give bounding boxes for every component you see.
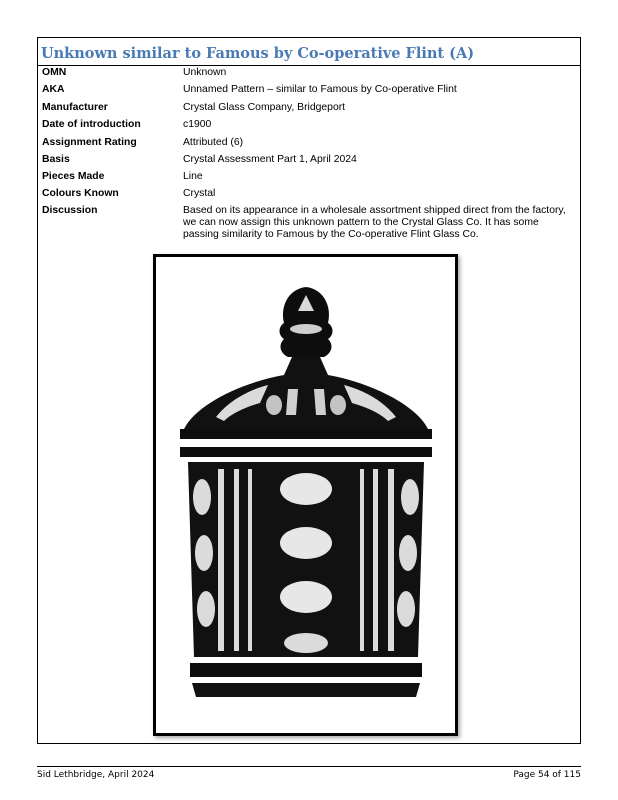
field-value: c1900	[183, 119, 212, 130]
row-aka	[42, 84, 578, 102]
field-label: Date of introduction	[42, 119, 141, 130]
field-value: Line	[183, 171, 203, 182]
field-label: AKA	[42, 84, 65, 95]
title-divider	[38, 65, 580, 66]
attribute-table	[42, 67, 578, 241]
row-omn	[42, 67, 578, 84]
covered-jar-illustration	[153, 254, 458, 736]
field-label: Colours Known	[42, 188, 119, 199]
field-value: Unnamed Pattern – similar to Famous by Co-operative Flint	[183, 84, 457, 95]
field-value: Attributed (6)	[183, 137, 244, 148]
field-label: Discussion	[42, 205, 98, 216]
entry-frame	[37, 37, 581, 744]
field-label: Manufacturer	[42, 102, 108, 113]
footer-divider	[37, 766, 581, 767]
row-manufacturer	[42, 102, 578, 119]
row-assignment-rating	[42, 137, 578, 154]
row-pieces-made	[42, 171, 578, 188]
field-value: Crystal Assessment Part 1, April 2024	[183, 154, 357, 165]
field-value: Crystal Glass Company, Bridgeport	[183, 102, 346, 113]
row-colours-known	[42, 188, 578, 205]
footer-author: Sid Lethbridge, April 2024	[37, 770, 155, 780]
row-date-of-introduction	[42, 119, 578, 137]
field-value: Based on its appearance in a wholesale assortment shipped direct from the factory, we can now assign this unknown pattern to the Crystal Glass Co. It has some passing similarity to Famous by the Co-operative Flint Glass Co.	[183, 205, 566, 240]
field-value: Unknown	[183, 67, 227, 78]
field-label: Assignment Rating	[42, 137, 137, 148]
pattern-title: Unknown similar to Famous by Co-operative Flint (A)	[41, 45, 475, 62]
field-value: Crystal	[183, 188, 216, 199]
field-label: Basis	[42, 154, 70, 165]
covered-jar-drawing	[156, 257, 455, 733]
field-label: OMN	[42, 67, 67, 78]
row-basis	[42, 154, 578, 171]
footer-page-number: Page 54 of 115	[513, 770, 581, 780]
field-label: Pieces Made	[42, 171, 105, 182]
row-discussion	[42, 205, 578, 241]
